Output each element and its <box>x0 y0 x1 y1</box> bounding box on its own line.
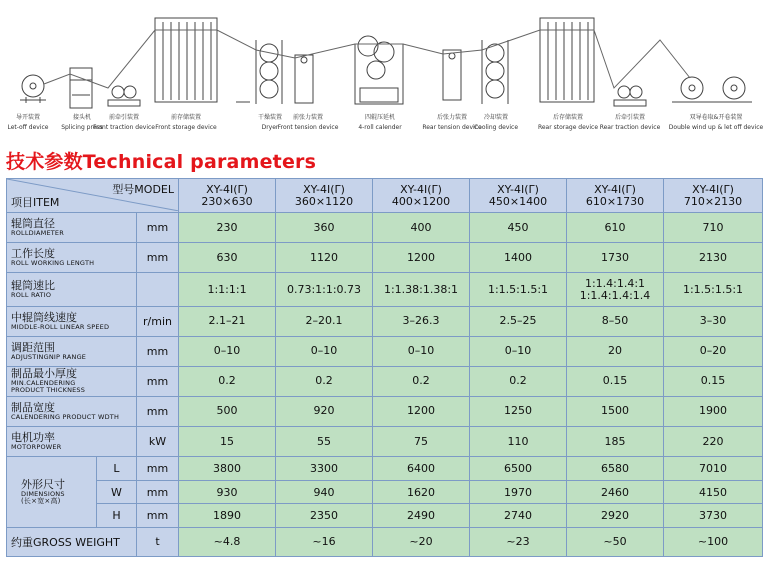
item-label: 项目ITEM <box>11 196 60 210</box>
model-column-header <box>470 179 567 213</box>
param-name <box>7 306 137 336</box>
weight-label: 约重GROSS WEIGHT <box>7 527 137 556</box>
param-name-zh: 中辊筒线速度 <box>11 310 77 324</box>
diagram-caption-en: Rear storage device <box>537 124 599 131</box>
param-value: ~20 <box>373 527 470 556</box>
param-value: 1:1:1:1 <box>179 273 276 306</box>
param-name-zh: 电机功率 <box>11 431 55 445</box>
param-value: 1730 <box>567 243 664 273</box>
param-value: 1:1.4:1.4:1 1:1.4:1.4:1.4 <box>567 273 664 306</box>
param-name <box>7 366 137 396</box>
model-name: XY-4I(Γ) <box>594 182 636 196</box>
param-name-en: CALENDERING PRODUCT WDTH <box>11 412 120 421</box>
param-value: 630 <box>179 243 276 273</box>
param-value: 1:1.5:1.5:1 <box>664 273 763 306</box>
diagram-caption-zh: 干燥装置 <box>257 114 283 121</box>
tech-parameters-table-wrapper <box>6 178 762 557</box>
param-value: 450 <box>470 213 567 243</box>
param-value: 0.2 <box>373 366 470 396</box>
diagram-caption-en: Cooling device <box>473 124 519 131</box>
diagram-caption-en: 4-roll calender <box>358 124 402 131</box>
model-column-header <box>179 179 276 213</box>
model-name: XY-4I(Γ) <box>400 182 442 196</box>
param-value: 0.2 <box>179 366 276 396</box>
param-value: 6400 <box>373 457 470 481</box>
param-value: 6500 <box>470 457 567 481</box>
param-name-zh: 制品宽度 <box>11 400 55 414</box>
param-value: 710 <box>664 213 763 243</box>
param-value: 0.73:1:1:0.73 <box>276 273 373 306</box>
rear-tension-drawing <box>443 50 461 100</box>
param-name-en: MIN.CALENDERING PRODUCT THICKNESS <box>11 379 86 395</box>
model-name: XY-4I(Γ) <box>692 182 734 196</box>
front-tension-drawing <box>295 55 313 103</box>
param-unit: r/min <box>137 306 179 336</box>
param-name-en: ROLLDIAMETER <box>11 229 64 238</box>
param-value: 0.2 <box>276 366 373 396</box>
model-size: 360×1120 <box>294 194 354 208</box>
diagram-caption-en: Double wind up & let off device <box>668 124 764 131</box>
param-unit: mm <box>137 366 179 396</box>
diagram-caption-zh: 前牵引装置 <box>108 114 140 121</box>
param-unit: mm <box>137 213 179 243</box>
param-value: 3–30 <box>664 306 763 336</box>
rear-traction-drawing <box>614 86 646 106</box>
param-value: 0.15 <box>567 366 664 396</box>
diagram-caption-zh: 接头机 <box>72 114 92 121</box>
param-value: 110 <box>470 427 567 457</box>
param-unit: mm <box>137 243 179 273</box>
dimension-row <box>7 457 763 481</box>
dimension-row <box>7 504 763 528</box>
model-size: 230×630 <box>201 194 253 208</box>
param-value: 1200 <box>373 396 470 426</box>
param-row <box>7 396 763 426</box>
param-name-zh: 辊筒直径 <box>11 217 55 231</box>
param-value: 3–26.3 <box>373 306 470 336</box>
param-value: 220 <box>664 427 763 457</box>
model-column-header <box>664 179 763 213</box>
param-value: 0.2 <box>470 366 567 396</box>
model-size: 450×1400 <box>488 194 548 208</box>
cooling-drawing <box>482 40 508 104</box>
param-value: 500 <box>179 396 276 426</box>
front-storage-drawing <box>155 18 217 102</box>
param-value: 55 <box>276 427 373 457</box>
model-size: 710×2130 <box>683 194 743 208</box>
param-value: 2350 <box>276 504 373 528</box>
calender-drawing <box>355 36 403 104</box>
param-row <box>7 427 763 457</box>
model-column-header <box>567 179 664 213</box>
diagram-caption-en: Splicing press <box>61 124 103 131</box>
let-off-device-drawing <box>20 75 46 103</box>
param-value: 920 <box>276 396 373 426</box>
section-heading: 技术参数Technical parameters <box>6 151 317 173</box>
param-value: 1500 <box>567 396 664 426</box>
param-value: 7010 <box>664 457 763 481</box>
param-value: 20 <box>567 336 664 366</box>
param-row <box>7 306 763 336</box>
model-name: XY-4I(Γ) <box>206 182 248 196</box>
param-value: 1890 <box>179 504 276 528</box>
param-value: 3800 <box>179 457 276 481</box>
param-value: 2.5–25 <box>470 306 567 336</box>
model-column-header <box>276 179 373 213</box>
param-value: 0–20 <box>664 336 763 366</box>
param-value: 1250 <box>470 396 567 426</box>
param-value: 0–10 <box>470 336 567 366</box>
front-traction-drawing <box>108 86 140 106</box>
param-name <box>7 213 137 243</box>
diagram-caption-zh: 前存储装置 <box>170 114 202 121</box>
diagram-caption-zh: 四辊压延机 <box>364 114 396 121</box>
param-value: 0–10 <box>179 336 276 366</box>
param-value: ~16 <box>276 527 373 556</box>
param-value: ~23 <box>470 527 567 556</box>
diagram-caption-zh: 后存储装置 <box>552 114 584 121</box>
param-value: 230 <box>179 213 276 243</box>
diagram-caption-zh: 后张力装置 <box>436 114 468 121</box>
param-name-zh: 辊筒速比 <box>11 279 55 293</box>
param-value: 2740 <box>470 504 567 528</box>
param-value: 1400 <box>470 243 567 273</box>
param-name <box>7 427 137 457</box>
param-value: 4150 <box>664 480 763 504</box>
param-name <box>7 396 137 426</box>
param-name-en: MOTORPOWER <box>11 443 62 452</box>
param-value: 1970 <box>470 480 567 504</box>
param-name-en: ROLL WORKING LENGTH <box>11 259 95 268</box>
param-value: 2920 <box>567 504 664 528</box>
param-value: ~100 <box>664 527 763 556</box>
model-size: 610×1730 <box>585 194 645 208</box>
param-name <box>7 336 137 366</box>
diagram-caption-zh: 后牵引装置 <box>614 114 646 121</box>
param-value: 930 <box>179 480 276 504</box>
model-label: 型号MODEL <box>112 183 175 196</box>
dimensions-zh: 外形尺寸 <box>21 478 65 492</box>
splicing-press-drawing <box>70 68 92 108</box>
param-value: 610 <box>567 213 664 243</box>
param-name <box>7 273 137 306</box>
rear-storage-drawing <box>540 18 594 102</box>
param-value: 185 <box>567 427 664 457</box>
diagram-caption-en: Front tension device <box>277 124 339 131</box>
double-wind-up-drawing <box>672 77 752 102</box>
param-name-zh: 调距范围 <box>11 340 55 354</box>
model-item-header <box>7 179 179 213</box>
param-value: 360 <box>276 213 373 243</box>
diagram-caption-zh: 前张力装置 <box>292 114 324 121</box>
param-value: ~50 <box>567 527 664 556</box>
param-name-en: ADJUSTINGNIP RANGE <box>11 352 87 361</box>
param-value: 940 <box>276 480 373 504</box>
param-value: 1620 <box>373 480 470 504</box>
diagram-caption-en: Rear traction device <box>599 124 661 131</box>
param-value: 75 <box>373 427 470 457</box>
diagram-caption-zh: 导开装置 <box>15 114 41 121</box>
param-value: 1:1.5:1.5:1 <box>470 273 567 306</box>
param-name <box>7 243 137 273</box>
param-value: 2.1–21 <box>179 306 276 336</box>
param-unit: mm <box>137 396 179 426</box>
param-name-zh: 制品最小厚度 <box>11 367 77 381</box>
param-row <box>7 243 763 273</box>
production-line-diagram <box>0 0 770 140</box>
diagram-caption-en: Let-off device <box>7 124 49 131</box>
weight-row <box>7 527 763 556</box>
param-value: 15 <box>179 427 276 457</box>
diagram-caption-zh: 冷却装置 <box>483 114 509 121</box>
param-value: 1200 <box>373 243 470 273</box>
param-value: 1:1.38:1.38:1 <box>373 273 470 306</box>
diagram-caption-en: Rear tension device <box>422 124 482 131</box>
dimension-axis: W <box>97 480 137 504</box>
param-value: 3300 <box>276 457 373 481</box>
param-value: 0–10 <box>373 336 470 366</box>
diagram-caption-zh: 双导卷取&开卷装置 <box>689 114 743 121</box>
dryer-drawing <box>236 40 282 104</box>
param-value: 0.15 <box>664 366 763 396</box>
param-unit: mm <box>137 480 179 504</box>
param-value: 1120 <box>276 243 373 273</box>
diagram-caption-en: Front storage device <box>155 124 217 131</box>
diagram-caption-en: Dryer <box>261 124 279 131</box>
param-unit <box>137 273 179 306</box>
param-unit: mm <box>137 336 179 366</box>
param-value: 3730 <box>664 504 763 528</box>
model-name: XY-4I(Γ) <box>303 182 345 196</box>
param-row <box>7 366 763 396</box>
param-value: 2460 <box>567 480 664 504</box>
model-column-header <box>373 179 470 213</box>
param-value: 2–20.1 <box>276 306 373 336</box>
param-unit: t <box>137 527 179 556</box>
param-value: ~4.8 <box>179 527 276 556</box>
param-value: 0–10 <box>276 336 373 366</box>
dimension-axis: H <box>97 504 137 528</box>
param-value: 2490 <box>373 504 470 528</box>
dimensions-label <box>7 457 97 528</box>
param-unit: kW <box>137 427 179 457</box>
model-name: XY-4I(Γ) <box>497 182 539 196</box>
dimensions-en: DIMENSIONS <box>21 490 65 499</box>
param-value: 400 <box>373 213 470 243</box>
param-name-en: MIDDLE-ROLL LINEAR SPEED <box>11 322 110 331</box>
param-unit: mm <box>137 504 179 528</box>
param-name-en: ROLL RATIO <box>11 291 52 300</box>
param-value: 2130 <box>664 243 763 273</box>
param-value: 8–50 <box>567 306 664 336</box>
param-unit: mm <box>137 457 179 481</box>
param-row <box>7 336 763 366</box>
diagram-caption-en: Front traction device <box>93 124 155 131</box>
tech-parameters-table <box>6 178 763 557</box>
param-value: 6580 <box>567 457 664 481</box>
dimensions-note: (长×宽×高) <box>21 497 61 506</box>
dimension-axis: L <box>97 457 137 481</box>
param-value: 1900 <box>664 396 763 426</box>
param-name-zh: 工作长度 <box>11 247 55 261</box>
dimension-row <box>7 480 763 504</box>
param-row <box>7 213 763 243</box>
param-row <box>7 273 763 306</box>
model-size: 400×1200 <box>391 194 451 208</box>
